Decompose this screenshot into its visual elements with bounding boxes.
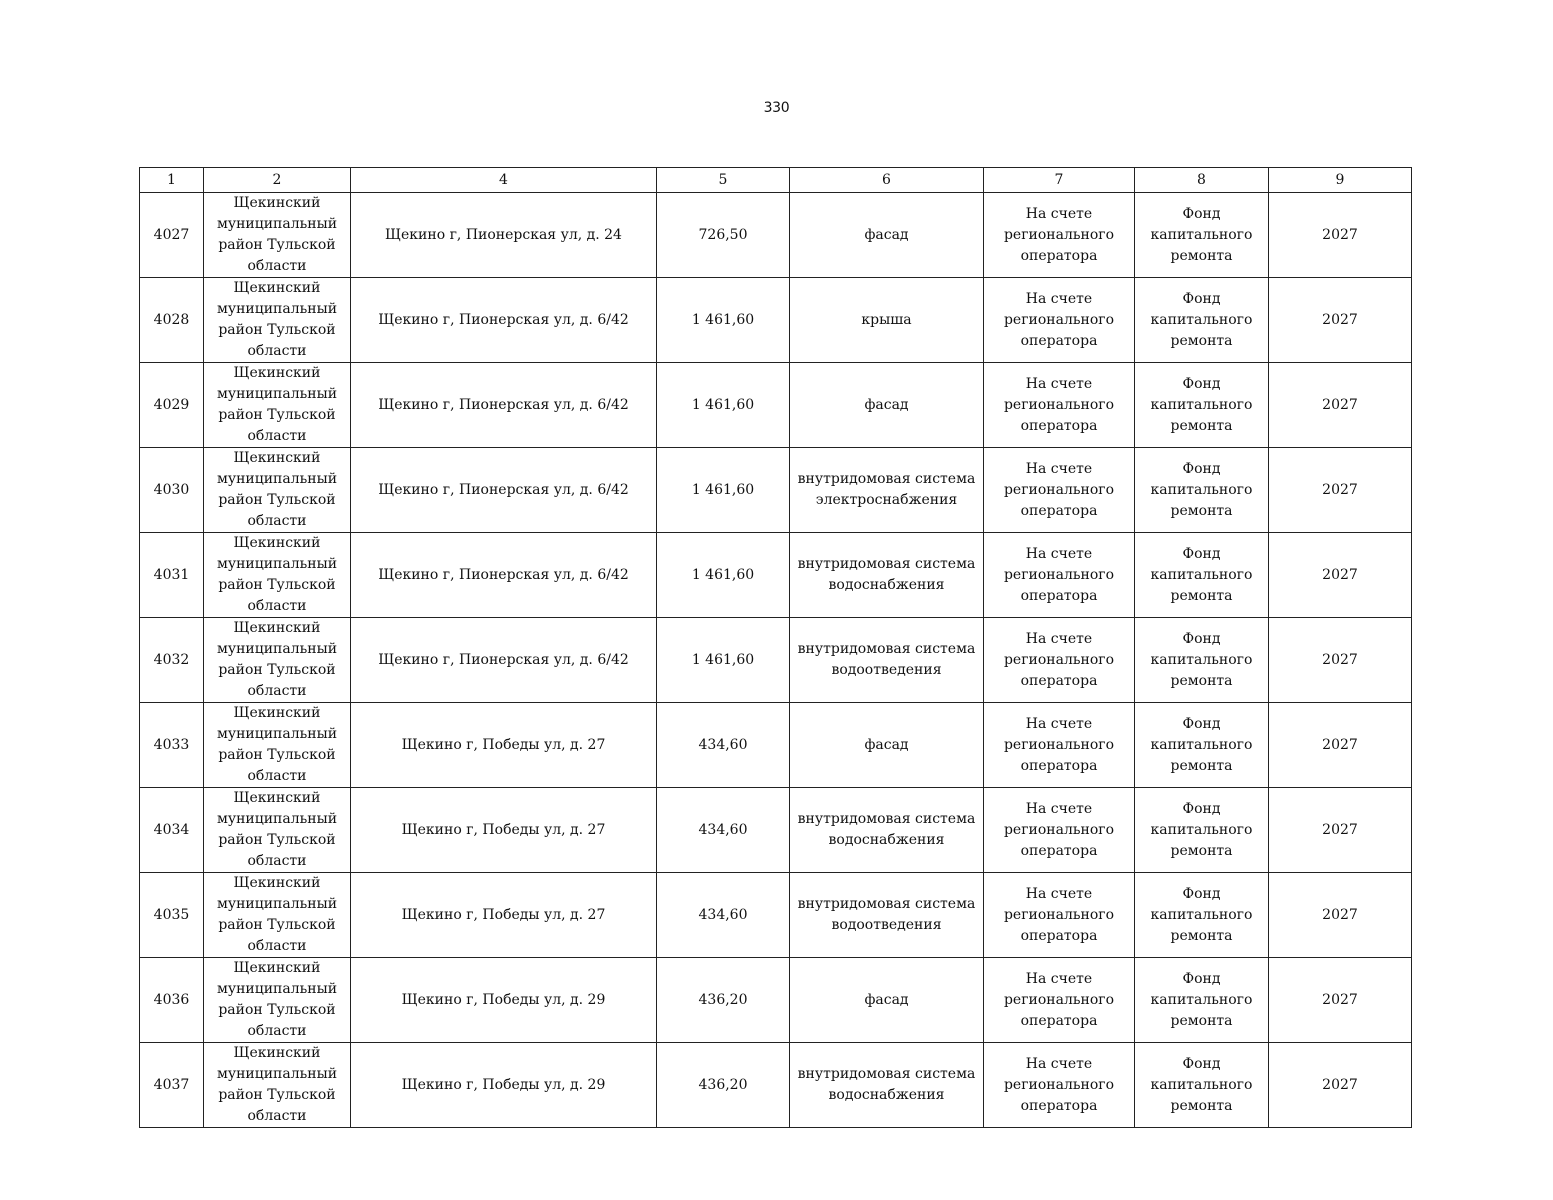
row-number-cell: 4031: [140, 533, 204, 618]
area-cell: 434,60: [657, 703, 790, 788]
fund-cell: Фонд капитального ремонта: [1135, 193, 1269, 278]
year-cell: 2027: [1269, 703, 1412, 788]
table-row: [140, 533, 1412, 618]
area-cell: 434,60: [657, 873, 790, 958]
page-number: 330: [763, 100, 790, 116]
year-cell: 2027: [1269, 363, 1412, 448]
fund-cell: Фонд капитального ремонта: [1135, 278, 1269, 363]
fund-cell: Фонд капитального ремонта: [1135, 873, 1269, 958]
year-cell: 2027: [1269, 533, 1412, 618]
fund-cell: Фонд капитального ремонта: [1135, 533, 1269, 618]
year-cell: 2027: [1269, 618, 1412, 703]
column-header: 8: [1135, 168, 1269, 193]
address-cell: Щекино г, Пионерская ул, д. 6/42: [351, 618, 657, 703]
account-cell: На счете регионального оператора: [984, 1043, 1135, 1128]
account-cell: На счете регионального оператора: [984, 278, 1135, 363]
row-number-cell: 4032: [140, 618, 204, 703]
repair-element-cell: фасад: [790, 703, 984, 788]
area-cell: 1 461,60: [657, 448, 790, 533]
column-header: 4: [351, 168, 657, 193]
account-cell: На счете регионального оператора: [984, 193, 1135, 278]
account-cell: На счете регионального оператора: [984, 448, 1135, 533]
account-cell: На счете регионального оператора: [984, 873, 1135, 958]
repair-element-cell: фасад: [790, 958, 984, 1043]
fund-cell: Фонд капитального ремонта: [1135, 448, 1269, 533]
row-number-cell: 4036: [140, 958, 204, 1043]
table-row: [140, 448, 1412, 533]
area-cell: 434,60: [657, 788, 790, 873]
address-cell: Щекино г, Победы ул, д. 29: [351, 958, 657, 1043]
account-cell: На счете регионального оператора: [984, 788, 1135, 873]
municipality-cell: Щекинский муниципальный район Тульской области: [204, 448, 351, 533]
table-row: [140, 873, 1412, 958]
column-number-row: [140, 168, 1412, 193]
municipality-cell: Щекинский муниципальный район Тульской области: [204, 363, 351, 448]
repair-element-cell: внутридомовая система водоснабжения: [790, 1043, 984, 1128]
column-header: 7: [984, 168, 1135, 193]
table-row: [140, 1043, 1412, 1128]
year-cell: 2027: [1269, 193, 1412, 278]
repair-element-cell: внутридомовая система водоснабжения: [790, 533, 984, 618]
row-number-cell: 4035: [140, 873, 204, 958]
account-cell: На счете регионального оператора: [984, 703, 1135, 788]
year-cell: 2027: [1269, 448, 1412, 533]
area-cell: 726,50: [657, 193, 790, 278]
repair-element-cell: фасад: [790, 363, 984, 448]
table-row: [140, 788, 1412, 873]
year-cell: 2027: [1269, 278, 1412, 363]
fund-cell: Фонд капитального ремонта: [1135, 958, 1269, 1043]
row-number-cell: 4030: [140, 448, 204, 533]
table-row: [140, 193, 1412, 278]
table-header: [140, 168, 1412, 193]
area-cell: 436,20: [657, 958, 790, 1043]
repair-element-cell: фасад: [790, 193, 984, 278]
address-cell: Щекино г, Победы ул, д. 27: [351, 703, 657, 788]
municipality-cell: Щекинский муниципальный район Тульской области: [204, 958, 351, 1043]
area-cell: 1 461,60: [657, 363, 790, 448]
municipality-cell: Щекинский муниципальный район Тульской области: [204, 193, 351, 278]
municipality-cell: Щекинский муниципальный район Тульской области: [204, 533, 351, 618]
table-row: [140, 363, 1412, 448]
column-header: 1: [140, 168, 204, 193]
address-cell: Щекино г, Пионерская ул, д. 24: [351, 193, 657, 278]
municipality-cell: Щекинский муниципальный район Тульской области: [204, 703, 351, 788]
account-cell: На счете регионального оператора: [984, 533, 1135, 618]
repair-element-cell: внутридомовая система водоотведения: [790, 873, 984, 958]
column-header: 9: [1269, 168, 1412, 193]
address-cell: Щекино г, Пионерская ул, д. 6/42: [351, 278, 657, 363]
address-cell: Щекино г, Пионерская ул, д. 6/42: [351, 448, 657, 533]
repair-element-cell: внутридомовая система водоснабжения: [790, 788, 984, 873]
area-cell: 436,20: [657, 1043, 790, 1128]
address-cell: Щекино г, Пионерская ул, д. 6/42: [351, 533, 657, 618]
year-cell: 2027: [1269, 873, 1412, 958]
row-number-cell: 4028: [140, 278, 204, 363]
repair-element-cell: внутридомовая система электроснабжения: [790, 448, 984, 533]
address-cell: Щекино г, Победы ул, д. 29: [351, 1043, 657, 1128]
table-row: [140, 958, 1412, 1043]
address-cell: Щекино г, Победы ул, д. 27: [351, 873, 657, 958]
fund-cell: Фонд капитального ремонта: [1135, 363, 1269, 448]
fund-cell: Фонд капитального ремонта: [1135, 703, 1269, 788]
municipality-cell: Щекинский муниципальный район Тульской области: [204, 873, 351, 958]
fund-cell: Фонд капитального ремонта: [1135, 1043, 1269, 1128]
fund-cell: Фонд капитального ремонта: [1135, 618, 1269, 703]
account-cell: На счете регионального оператора: [984, 363, 1135, 448]
year-cell: 2027: [1269, 958, 1412, 1043]
column-header: 5: [657, 168, 790, 193]
row-number-cell: 4027: [140, 193, 204, 278]
account-cell: На счете регионального оператора: [984, 958, 1135, 1043]
year-cell: 2027: [1269, 1043, 1412, 1128]
repair-element-cell: внутридомовая система водоотведения: [790, 618, 984, 703]
municipality-cell: Щекинский муниципальный район Тульской области: [204, 278, 351, 363]
row-number-cell: 4033: [140, 703, 204, 788]
year-cell: 2027: [1269, 788, 1412, 873]
row-number-cell: 4037: [140, 1043, 204, 1128]
area-cell: 1 461,60: [657, 278, 790, 363]
column-header: 6: [790, 168, 984, 193]
table-row: [140, 618, 1412, 703]
table-body: [140, 193, 1412, 1128]
municipality-cell: Щекинский муниципальный район Тульской области: [204, 618, 351, 703]
address-cell: Щекино г, Пионерская ул, д. 6/42: [351, 363, 657, 448]
area-cell: 1 461,60: [657, 618, 790, 703]
repair-element-cell: крыша: [790, 278, 984, 363]
repair-schedule-table: [139, 167, 1412, 1128]
municipality-cell: Щекинский муниципальный район Тульской области: [204, 1043, 351, 1128]
table-row: [140, 278, 1412, 363]
address-cell: Щекино г, Победы ул, д. 27: [351, 788, 657, 873]
row-number-cell: 4034: [140, 788, 204, 873]
area-cell: 1 461,60: [657, 533, 790, 618]
municipality-cell: Щекинский муниципальный район Тульской области: [204, 788, 351, 873]
column-header: 2: [204, 168, 351, 193]
row-number-cell: 4029: [140, 363, 204, 448]
account-cell: На счете регионального оператора: [984, 618, 1135, 703]
fund-cell: Фонд капитального ремонта: [1135, 788, 1269, 873]
table-row: [140, 703, 1412, 788]
